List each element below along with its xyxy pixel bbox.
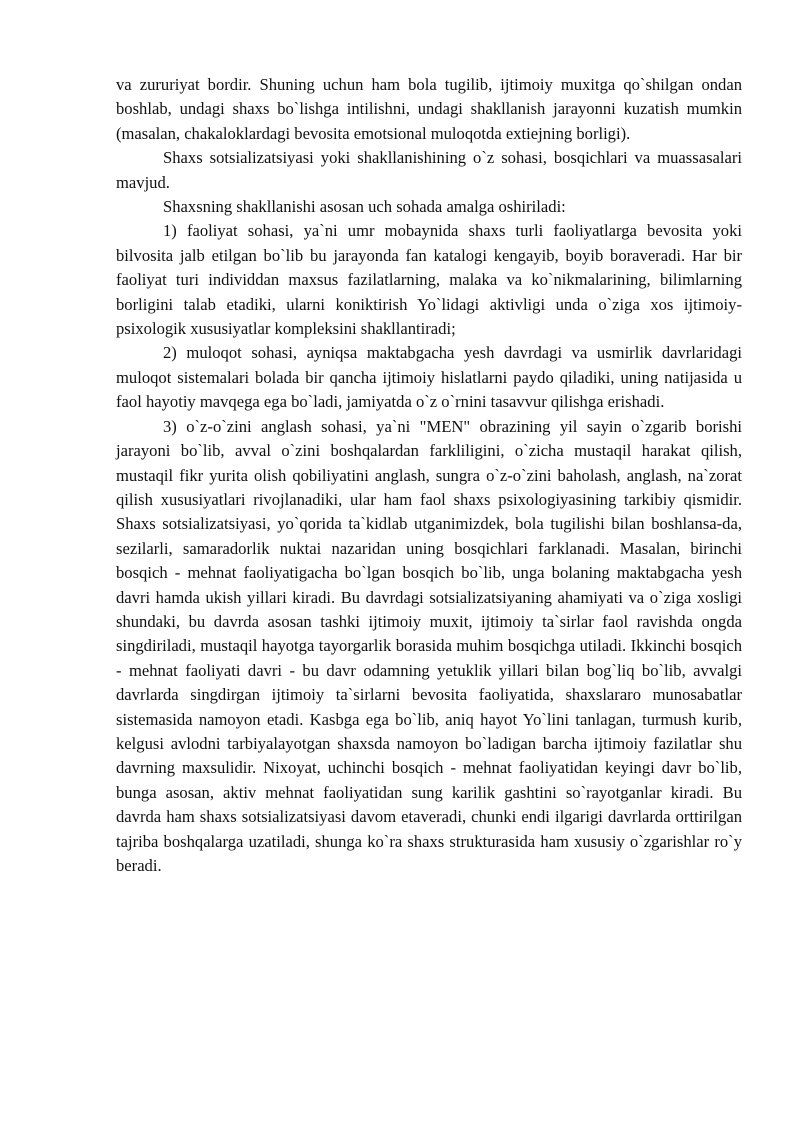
- paragraph-continuation: va zururiyat bordir. Shuning uchun ham bola tugilib, ijtimoiy muxitga qo`shilgan ondan boshlab, undagi shaxs bo`lishga intilishni, undagi shakllanish jarayonni kuzatish mumkin (masalan, chakaloklardagi bevosita emotsional muloqotda extiejning borligi).: [116, 75, 742, 143]
- paragraph-three-spheres: Shaxsning shakllanishi asosan uch sohada amalga oshiriladi:: [163, 197, 566, 217]
- paragraph-socialization-intro: Shaxs sotsializatsiyasi yoki shakllanishining o`z sohasi, bosqichlari va muassasalari mavjud.: [116, 148, 742, 192]
- paragraph-self-awareness-sphere: 3) o`z-o`zini anglash sohasi, ya`ni "MEN" obrazining yil sayin o`zgarib borishi jarayoni bo`lib, avval o`zini boshqalardan farkliligini, o`zicha mustaqil harakat qilish, mustaqil fikr yurita olish qobiliyatini anglash, sungra o`z-o`zini baholash, anglash, na`zorat qilish xususiyatlari rivojlanadiki, ular ham faol shaxs psixologiyasining tarkibiy qismidir. Shaxs sotsializatsiyasi, yo`qorida ta`kidlab utganimizdek, bola tugilishi bilan boshlansa-da, sezilarli, samaradorlik nuktai nazaridan uning bosqichlari farklanadi. Masalan, birinchi bosqich - mehnat faoliyatigacha bo`lgan bosqich bo`lib, unga bolaning maktabgacha yesh davri hamda ukish yillari kiradi. Bu davrdagi sotsializatsiyaning ahamiyati va o`ziga xosligi shundaki, bu davrda asosan tashki ijtimoiy muxit, ijtimoiy ta`sirlar faol ravishda ongda singdiriladi, mustaqil hayotga tayorgarlik borasida muhim bosqichga utiladi. Ikkinchi bosqich - mehnat faoliyati davri - bu davr odamning yetuklik yillari bilan bog`liq bo`lib, avvalgi davrlarda singdirgan ijtimoiy ta`sirlarni bevosita faoliyatida, shaxslararo munosabatlar sistemasida namoyon etadi. Kasbga ega bo`lib, aniq hayot Yo`lini tanlagan, turmush kurib, kelgusi avlodni tarbiyalayotgan shaxsda namoyon bo`ladigan barcha ijtimoiy fazilatlar shu davrning maxsulidir. Nixoyat, uchinchi bosqich - mehnat faoliyatidan keyingi davr bo`lib, bunga asosan, aktiv mehnat faoliyatidan sung karilik gashtini so`rayotganlar kiradi. Bu davrda ham shaxs sotsializatsiyasi davom etaveradi, chunki endi ilgarigi davrlarda orttirilgan tajriba boshqalarga uzatiladi, shunga ko`ra shaxs strukturasida ham xususiy o`zgarishlar ro`y beradi.: [116, 416, 742, 875]
- paragraph-communication-sphere: 2) muloqot sohasi, ayniqsa maktabgacha yesh davrdagi va usmirlik davrlaridagi muloqot sistemalari bolada bir qancha ijtimoiy hislatlarni paydo qiladiki, uning natijasida u faol hayotiy mavqega ega bo`ladi, jamiyatda o`z o`rnini tasavvur qilishga erishadi.: [116, 343, 742, 412]
- paragraph-activity-sphere: 1) faoliyat sohasi, ya`ni umr mobaynida shaxs turli faoliyatlarga bevosita yoki bilvosita jalb etilgan bo`lib bu jarayonda fan katalogi kengayib, boyib boraveradi. Har bir faoliyat turi individdan maxsus fazilatlarning, malaka va ko`nikmalarining, bilimlarning borligini talab etadiki, ularni koniktirish Yo`lidagi aktivligi unda o`ziga xos ijtimoiy-psixologik xususiyatlar kompleksini shakllantiradi;: [116, 221, 742, 339]
- document-page: [116, 73, 742, 878]
